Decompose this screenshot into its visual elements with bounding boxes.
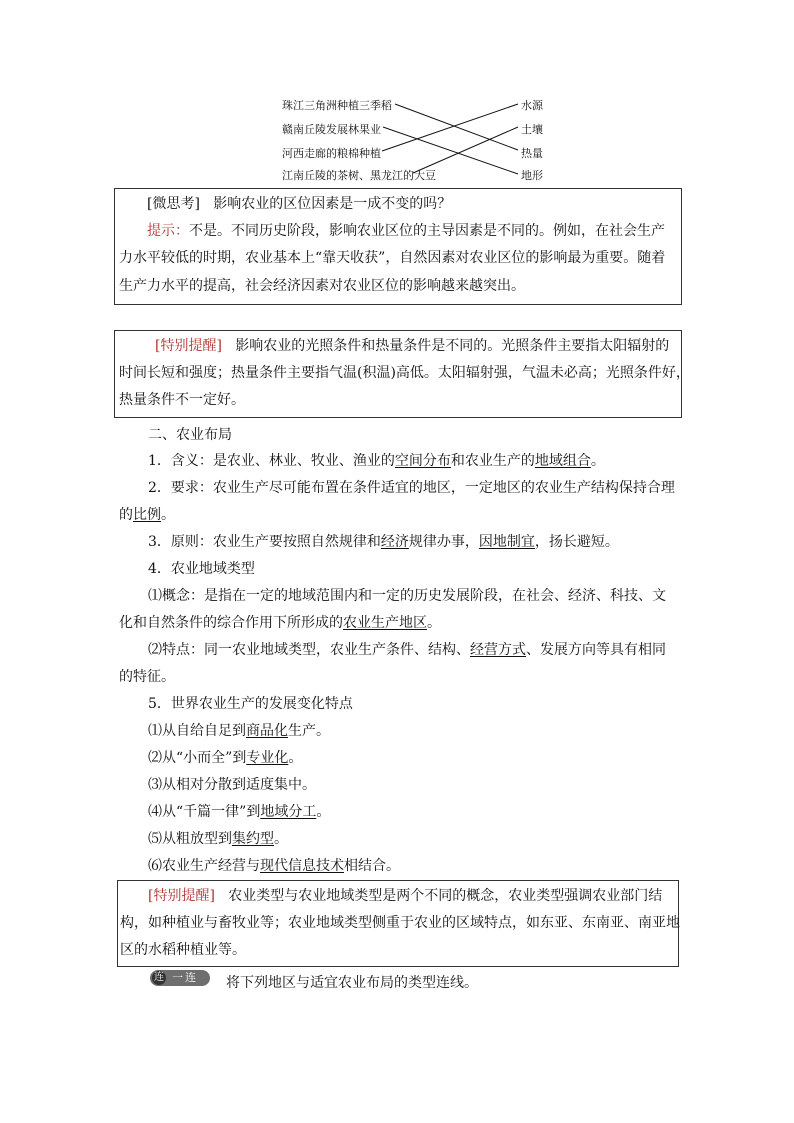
section-heading: 二、农业布局 <box>148 427 232 443</box>
think-hint-line <box>147 220 665 240</box>
match-line-4 <box>413 127 518 173</box>
reminder2-line1 <box>148 885 662 905</box>
think-tag: [微思考] <box>147 196 200 212</box>
item-4-1-line2: 化和自然条件的综合作用下所形成的农业生产地区。 <box>119 615 441 631</box>
hint-label: 提示： <box>147 223 189 239</box>
hint-text-2: 力水平较低的时期，农业基本上“靠天收获”，自然因素对农业区位的影响最为重要。随着 <box>119 250 666 266</box>
match-right-2: 土壤 <box>521 123 543 136</box>
item-4: 4．农业地域类型 <box>148 561 255 577</box>
match-line-2 <box>383 127 518 174</box>
match-right-4: 地形 <box>521 169 543 182</box>
match-left-3: 河西走廊的粮棉种植 <box>282 147 381 160</box>
match-right-3: 热量 <box>521 147 543 160</box>
exercise-badge <box>150 970 210 986</box>
match-left-2: 赣南丘陵发展林果业 <box>282 123 381 136</box>
exercise-badge-char: 连 <box>154 972 164 983</box>
reminder2-text-1: 农业类型与农业地域类型是两个不同的概念，农业类型强调农业部门结 <box>228 888 663 904</box>
reminder1-tag: [特别提醒] <box>155 338 222 354</box>
reminder2-text-2: 构，如种植业与畜牧业等；农业地域类型侧重于农业的区域特点，如东亚、东南亚、南亚地 <box>120 915 680 931</box>
reminder1-text-3: 热量条件不一定好。 <box>119 392 245 408</box>
match-right-1: 水源 <box>521 99 543 112</box>
reminder-box-1 <box>114 330 690 418</box>
item-3: 3．原则：农业生产要按照自然规律和经济规律办事，因地制宜，扬长避短。 <box>148 534 619 550</box>
reminder2-tag: [特别提醒] <box>148 888 215 904</box>
reminder2-text-3: 区的水稻种植业等。 <box>120 942 246 958</box>
reminder1-text-2: 时间长短和强度；热量条件主要指气温(积温)高低。太阳辐射强，气温未必高；光照条件好， <box>119 365 690 381</box>
item-4-1-line1: ⑴概念：是指在一定的地域范围内和一定的历史发展阶段，在社会、经济、科技、文 <box>148 588 666 604</box>
item-1: 1．含义：是农业、林业、牧业、渔业的空间分布和农业生产的地域组合。 <box>148 453 605 469</box>
item-5-3: ⑶从相对分散到适度集中。 <box>148 777 316 793</box>
item-5-1: ⑴从自给自足到商品化生产。 <box>148 723 330 739</box>
item-4-2-line1: ⑵特点：同一农业地域类型，农业生产条件、结构、经营方式、发展方向等具有相同 <box>148 642 666 658</box>
reminder1-text-1: 影响农业的光照条件和热量条件是不同的。光照条件主要指太阳辐射的 <box>235 338 670 354</box>
hint-text-3: 生产力水平的提高，社会经济因素对农业区位的影响越来越突出。 <box>119 278 525 294</box>
think-question: 影响农业的区位因素是一成不变的吗？ <box>213 196 452 212</box>
think-question-line <box>147 193 451 213</box>
match-left-4: 江南丘陵的茶树、黑龙江的大豆 <box>282 169 436 182</box>
item-4-2-line2: 的特征。 <box>119 669 175 685</box>
reminder1-line1 <box>155 335 669 355</box>
item-5-2: ⑵从“小而全”到专业化。 <box>148 750 303 766</box>
item-5: 5．世界农业生产的发展变化特点 <box>148 696 353 712</box>
match-line-3 <box>382 104 518 151</box>
item-2-line1: 2．要求：农业生产尽可能布置在条件适宜的地区，一定地区的农业生产结构保持合理 <box>148 480 675 496</box>
item-5-4: ⑷从“千篇一律”到地域分工。 <box>148 804 331 820</box>
item-5-6: ⑹农业生产经营与现代信息技术相结合。 <box>148 858 400 874</box>
think-box <box>114 188 682 305</box>
exercise-badge-text: 一连 <box>172 971 198 984</box>
reminder-box-2 <box>117 880 679 967</box>
item-5-5: ⑸从粗放型到集约型。 <box>148 831 288 847</box>
hint-text-1: 不是。不同历史阶段，影响农业区位的主导因素是不同的。例如，在社会生产 <box>189 223 665 239</box>
exercise-instruction: 将下列地区与适宜农业布局的类型连线。 <box>226 975 478 991</box>
match-lines <box>0 0 794 200</box>
match-left-1: 珠江三角洲种植三季稻 <box>282 99 392 112</box>
item-2-line2: 的比例。 <box>119 507 175 523</box>
